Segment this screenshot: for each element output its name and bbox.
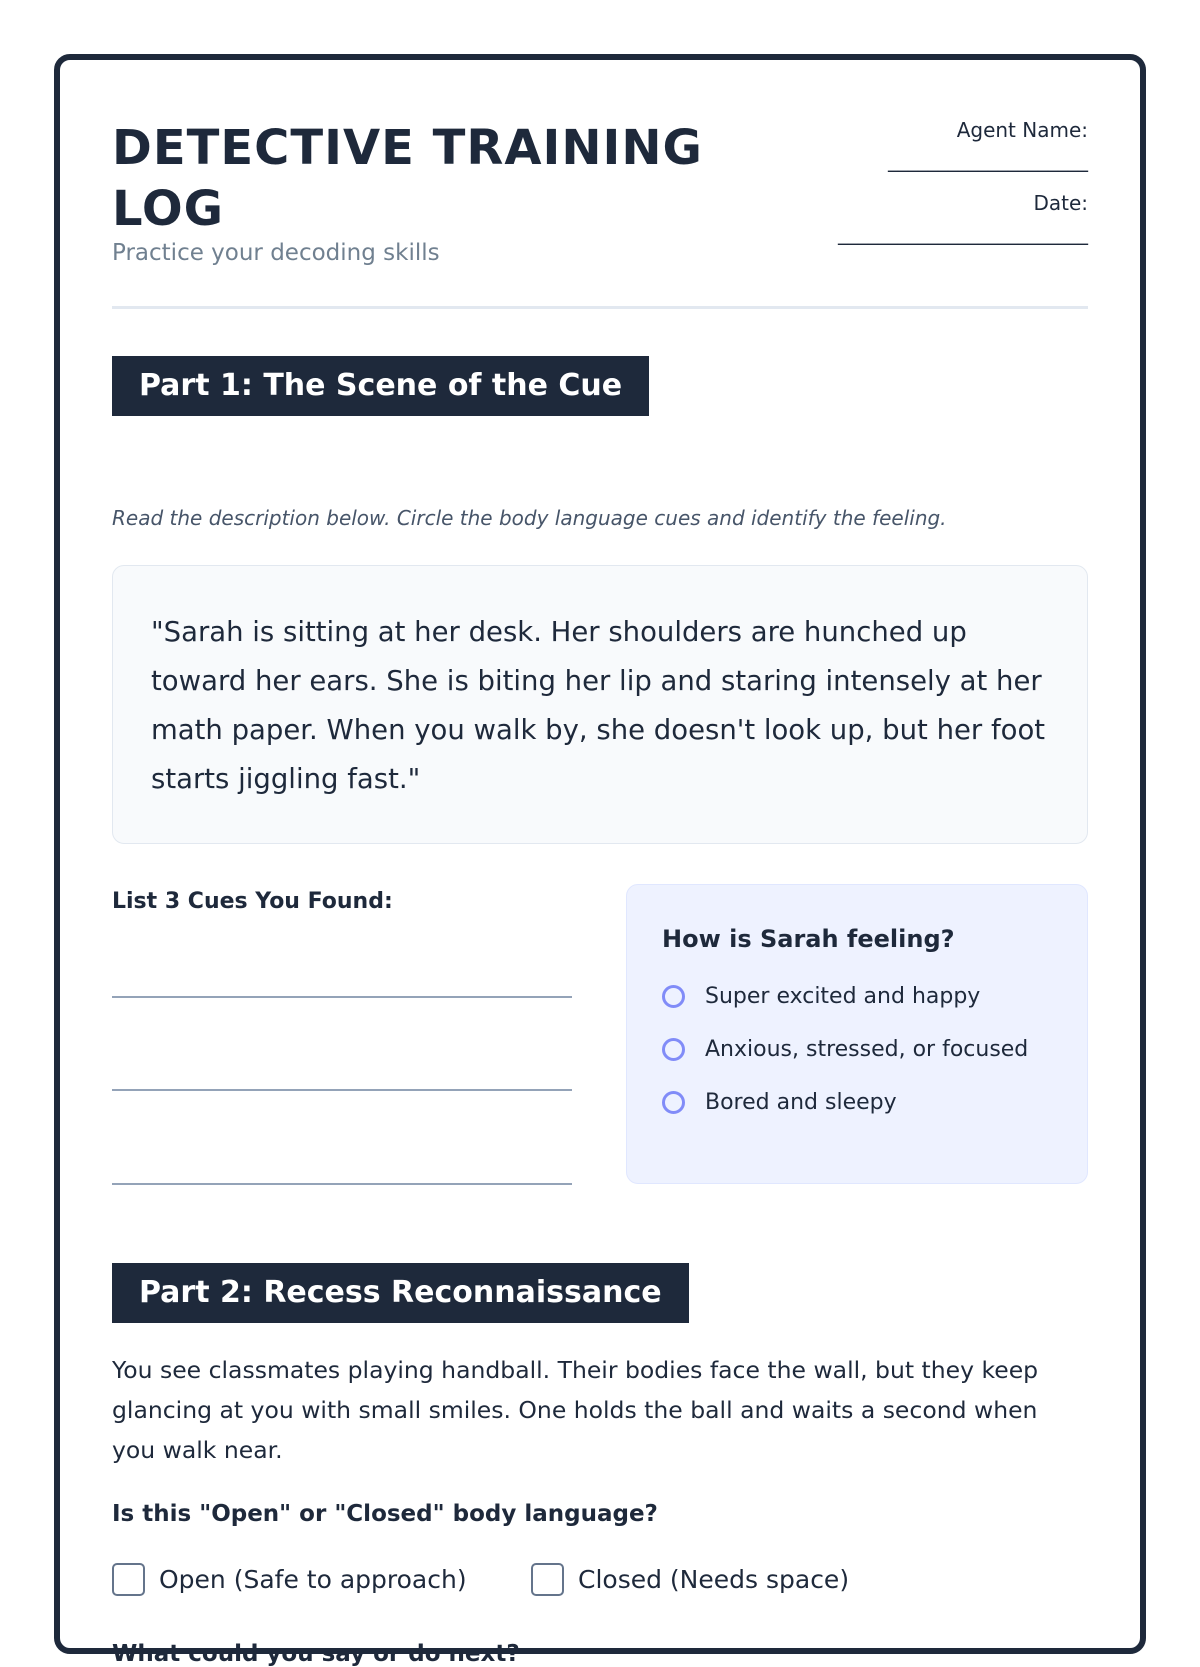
recess-scenario-text: You see classmates playing handball. Their bodies face the wall, but they keep glancing at you with small smiles. One holds the ball and waits a second when you walk near. (112, 1356, 1039, 1464)
worksheet-header (112, 118, 1088, 309)
open-choice[interactable] (112, 1562, 467, 1596)
open-choice-label: Open (Safe to approach) (159, 1564, 467, 1594)
feeling-option[interactable] (662, 1034, 1028, 1064)
closed-choice-label: Closed (Needs space) (578, 1564, 850, 1594)
cue-answer-line-2[interactable] (112, 1089, 572, 1091)
feeling-option-label: Bored and sleepy (705, 1089, 897, 1115)
feeling-option[interactable] (662, 1087, 897, 1117)
radio-circle-icon[interactable] (662, 1038, 685, 1061)
body-language-question: Is this "Open" or "Closed" body language? (112, 1501, 658, 1527)
feeling-option-label: Super excited and happy (705, 983, 981, 1009)
cue-answer-line-3[interactable] (112, 1183, 572, 1185)
worksheet-page (54, 54, 1146, 1667)
part2-heading: Part 2: Recess Reconnaissance (112, 1263, 689, 1323)
part1-heading: Part 1: The Scene of the Cue (112, 356, 649, 416)
part1-instructions: Read the description below. Circle the body language cues and identify the feeling. (112, 506, 947, 530)
agent-name-field[interactable]: ____________________ (888, 148, 1088, 172)
agent-name-label: Agent Name: (956, 118, 1088, 142)
feeling-option[interactable] (662, 981, 980, 1011)
radio-circle-icon[interactable] (662, 1091, 685, 1114)
scenario-text: "Sarah is sitting at her desk. Her shoulders are hunched up toward her ears. She is biting her lip and staring intensely at her math paper. When you walk by, she doesn't look up, but her foot starts jiggling fast." (151, 616, 1046, 795)
feeling-option-label: Anxious, stressed, or focused (705, 1036, 1029, 1062)
next-step-question: What could you say or do next? (112, 1641, 520, 1667)
cue-answer-line-1[interactable] (112, 996, 572, 998)
cues-label: List 3 Cues You Found: (112, 889, 393, 914)
date-label: Date: (1033, 191, 1088, 215)
closed-choice[interactable] (531, 1562, 849, 1596)
date-field[interactable]: _________________________ (838, 221, 1088, 245)
feeling-panel (626, 884, 1088, 1184)
checkbox-icon[interactable] (112, 1563, 145, 1596)
page-subtitle: Practice your decoding skills (112, 240, 440, 266)
checkbox-icon[interactable] (531, 1563, 564, 1596)
scenario-box (112, 565, 1088, 844)
feeling-question: How is Sarah feeling? (662, 925, 955, 953)
radio-circle-icon[interactable] (662, 985, 685, 1008)
page-title: DETECTIVE TRAINING LOG (112, 120, 703, 237)
